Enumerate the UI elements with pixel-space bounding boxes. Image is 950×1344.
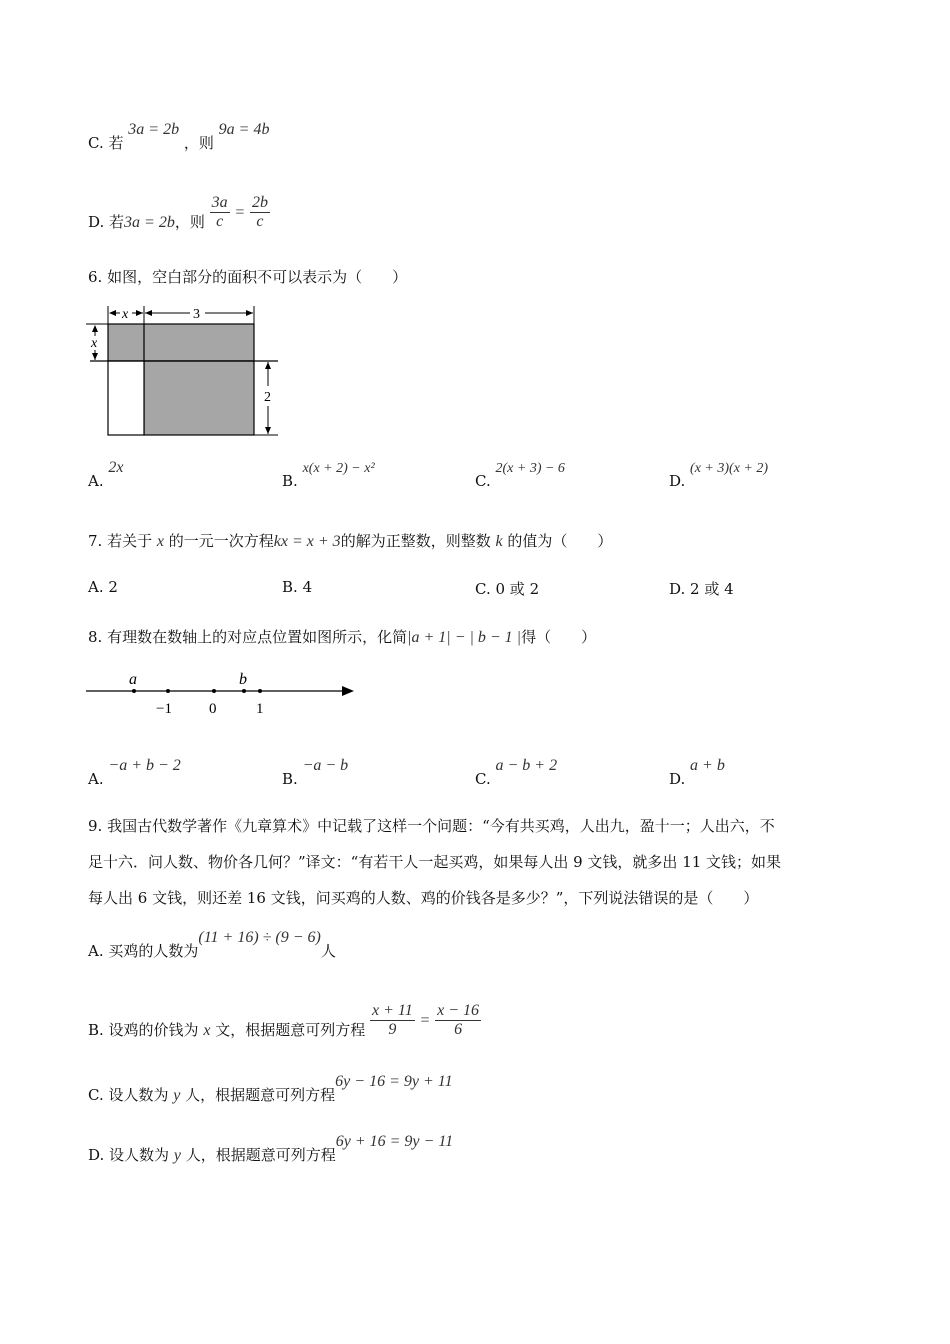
q5-c-then: ，则: [183, 134, 214, 152]
q6-shaded-top: [108, 324, 254, 361]
q7-stem: 7. 若关于 x 的一元一次方程kx = x + 3的解为正整数，则整数 k 的值为（ ）: [88, 532, 613, 550]
q9-b-fraction-right: $\frac{x - 16}{6}$: [437, 1002, 480, 1038]
q7-option-a: A. 2: [88, 578, 118, 596]
q5-d-fraction-left: $\frac{3a}{c}$: [211, 194, 228, 230]
q6-option-d-expr: (x + 3)(x + 2): [690, 461, 769, 476]
q6-label-x-top: x: [122, 307, 129, 322]
q6-option-b: B. x(x + 2) − x²: [282, 461, 375, 490]
q9-option-d: D. 设人数为 y 人，根据题意可列方程6y + 16 = 9y − 11: [88, 1133, 454, 1164]
q8-number-line: [84, 668, 359, 720]
q9-option-c: C. 设人数为 y 人，根据题意可列方程6y − 16 = 9y + 11: [88, 1073, 453, 1104]
q5-d-then: ，则: [174, 212, 205, 231]
q9-option-b: B. 设鸡的价钱为 x 文，根据题意可列方程 $\frac{x + 11}{9}$ = $\frac{x - 16}{6}$: [88, 1002, 480, 1039]
q7-option-b: B. 4: [282, 578, 313, 596]
q6-label-x-side: x: [91, 336, 98, 351]
q8-label-neg1: −1: [156, 701, 172, 717]
q8-option-c: C. a − b + 2: [475, 757, 558, 788]
q6-option-c: C. 2(x + 3) − 6: [475, 461, 565, 490]
q8-point-b: [242, 689, 246, 693]
q8-option-d: D. a + b: [669, 757, 725, 788]
q8-label-one: 1: [256, 701, 264, 717]
q8-option-a: A. −a + b − 2: [88, 757, 181, 788]
q6-shaded-bottom: [144, 361, 254, 435]
q6-option-b-expr: x(x + 2) − x²: [302, 461, 375, 476]
q9-line-2: 足十六．问人数、物价各几何？”译文：“有若干人一起买鸡，如果每人出 9 文钱，就多出 11 文钱；如果: [88, 853, 782, 871]
q8-point-neg1: [166, 689, 170, 693]
q6-option-c-expr: 2(x + 3) − 6: [495, 461, 565, 476]
q5-d-label: D. 若: [88, 212, 125, 231]
q7-option-d: D. 2 或 4: [669, 580, 734, 598]
q8-option-b: B. −a − b: [282, 757, 349, 788]
q5-d-fraction-right: $\frac{2b}{c}$: [251, 194, 268, 230]
q6-label-two: 2: [264, 390, 271, 405]
q5-d-condition: 3a = 2b: [124, 213, 175, 231]
q8-label-zero: 0: [209, 701, 217, 717]
q5-c-result: 9a = 4b: [218, 121, 270, 138]
q8-label-b: b: [239, 671, 247, 688]
q8-option-b-expr: −a − b: [302, 757, 349, 774]
q6-label-three: 3: [193, 307, 200, 322]
q6-white-block: [108, 361, 144, 435]
q8-expression: |a + 1| − | b − 1 |: [407, 629, 522, 646]
q6-stem: 6. 如图，空白部分的面积不可以表示为（ ）: [88, 268, 408, 286]
q9-line-1: 9. 我国古代数学著作《九章算术》中记载了这样一个问题：“今有共买鸡，人出九，盈十一；人出六，不: [88, 817, 775, 835]
q6-option-a: A. 2x: [88, 459, 124, 490]
q7-option-c: C. 0 或 2: [475, 580, 540, 598]
q8-option-c-expr: a − b + 2: [495, 757, 558, 774]
q8-point-one: [258, 689, 262, 693]
q7-equation: kx = x + 3: [273, 533, 341, 550]
q9-option-c-expr: 6y − 16 = 9y + 11: [335, 1073, 453, 1090]
q6-option-a-expr: 2x: [108, 459, 124, 476]
q8-point-a: [132, 689, 136, 693]
q5-d-equals: =: [234, 203, 246, 221]
q6-option-d: D. (x + 3)(x + 2): [669, 461, 769, 490]
q8-label-a: a: [129, 671, 137, 688]
q5-option-d: [88, 180, 270, 231]
q8-option-d-expr: a + b: [690, 757, 725, 774]
q9-option-a-expr: (11 + 16) ÷ (9 − 6): [198, 929, 321, 946]
q5-c-label: C. 若: [88, 134, 124, 152]
q9-paragraph: [88, 808, 868, 916]
q9-b-fraction-left: $\frac{x + 11}{9}$: [372, 1002, 413, 1038]
q6-figure: [80, 300, 290, 445]
q8-stem: 8. 有理数在数轴上的对应点位置如图所示，化简|a + 1| − | b − 1 |得（ ）: [88, 628, 597, 646]
q9-line-3: 每人出 6 文钱，则还差 16 文钱，问买鸡的人数、鸡的价钱各是多少？”，下列说法错误的是（ ）: [88, 889, 759, 907]
q5-option-c: [88, 121, 270, 153]
q5-c-condition: 3a = 2b: [128, 121, 180, 138]
q9-option-d-expr: 6y + 16 = 9y − 11: [335, 1133, 454, 1150]
q9-option-a: A. 买鸡的人数为(11 + 16) ÷ (9 − 6)人: [88, 929, 336, 960]
q8-point-zero: [212, 689, 216, 693]
q8-option-a-expr: −a + b − 2: [108, 757, 181, 774]
